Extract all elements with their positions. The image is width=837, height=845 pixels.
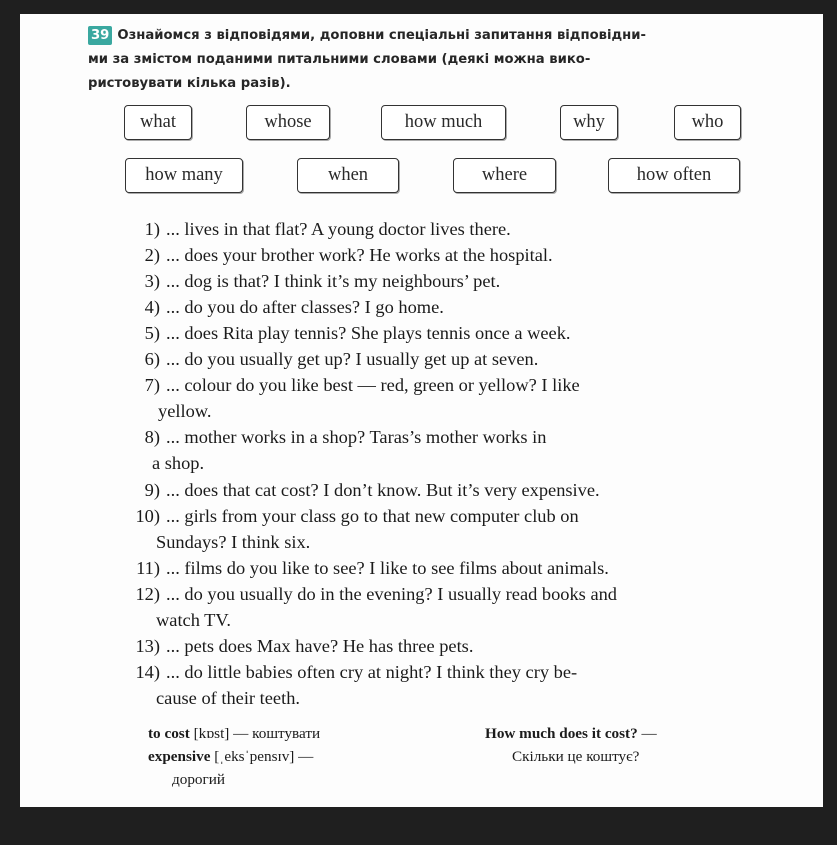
exercise-number: 39: [88, 26, 112, 45]
word-box-who: who: [674, 105, 741, 140]
word-box-where: where: [453, 158, 556, 193]
glossary-phrase-translation: Скільки це коштує?: [512, 748, 640, 765]
glossary-entry-expensive-translation: дорогий: [172, 771, 225, 788]
word-box-what: what: [124, 105, 192, 140]
word-box-how-much: how much: [381, 105, 506, 140]
question-10-continued: Sundays? I think six.: [156, 532, 311, 552]
textbook-page: 39 Ознайомся з відповідями, доповни спеціальні запитання відповідни- ми за змістом поданими питальними словами (деякі можна вико- ристовувати кілька разів). what whose how much why who how many when where how often 1) ... lives in that flat? A young doctor lives there. 2) ... does your brother work? He works at the hospital. 3) ... dog is that? I think it’s my neighbours’ pet. 4) ... do you do after classes? I go home. 5) ... does Rita play tennis? She plays tennis once a week. 6) ... do you usually get up? I usually get up at seven. 7) ... colour do you like best — red, green or yellow? I like yellow. 8) ... mother works in a shop? Taras’s mother works in a shop. 9) ... does that cat cost? I don’t know. But it’s very expensive. 10) ... girls from your class go to that new computer club on Sundays? I think six. 11) ... films do you like to see? I like to see films about animals. 12) ... do you usually do in the evening? I usually read books and watch TV. 13) ... pets does Max have? He has three pets. 14) ... do little babies often cry at night? I think they cry be- cause of their teeth. to cost [kɒst] — коштувати expensive [ˌeksˈpensɪv] — дорогий How much does it cost? — Скільки це коштує?: [20, 14, 823, 807]
question-12-continued: watch TV.: [156, 610, 231, 630]
word-box-how-many: how many: [125, 158, 243, 193]
glossary-entry-cost: to cost [kɒst] — коштувати: [148, 725, 321, 742]
question-8-continued: a shop.: [152, 453, 205, 473]
exercise-instruction: 39 Ознайомся з відповідями, доповни спеціальні запитання відповідни- ми за змістом поданими питальними словами (деякі можна вико- ристовувати кілька разів).: [88, 28, 646, 91]
question-14-continued: cause of their teeth.: [156, 688, 300, 708]
word-box-how-often: how often: [608, 158, 740, 193]
glossary-phrase-how-much: How much does it cost? —: [485, 725, 657, 742]
word-box-whose: whose: [246, 105, 330, 140]
question-7-continued: yellow.: [158, 401, 212, 421]
word-box-why: why: [560, 105, 618, 140]
word-box-when: when: [297, 158, 399, 193]
glossary-entry-expensive: expensive [ˌeksˈpensɪv] —: [148, 748, 314, 765]
